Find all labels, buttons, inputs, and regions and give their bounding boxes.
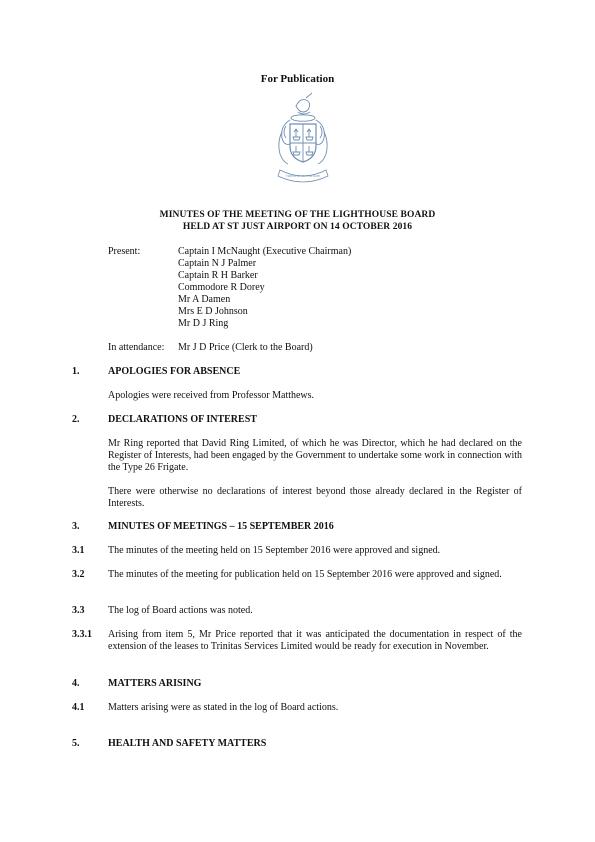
present-label: Present: (108, 246, 141, 257)
item-text: The log of Board actions was noted. (108, 605, 253, 616)
section-number: 1. (72, 366, 80, 377)
attendance-label: In attendance: (108, 342, 165, 353)
item-number: 3.3.1 (72, 629, 92, 640)
section-number: 4. (72, 678, 80, 689)
present-member: Captain R H Barker (178, 270, 258, 281)
item-number: 3.2 (72, 569, 85, 580)
present-member: Captain I McNaught (Executive Chairman) (178, 246, 352, 257)
present-member: Captain N J Palmer (178, 258, 257, 269)
present-member: Commodore R Dorey (178, 282, 265, 293)
minutes-title-line-1: MINUTES OF THE MEETING OF THE LIGHTHOUSE BOARD (159, 210, 436, 220)
section-paragraph: Mr Ring reported that David Ring Limited, of which he was Director, which he had declared on the Register of Interests, had been engaged by the Government to undertake some work in connection with the Type 26 Frigate. (108, 438, 522, 473)
section-number: 2. (72, 414, 80, 425)
attendance-value: Mr J D Price (Clerk to the Board) (178, 342, 313, 353)
minutes-title-line-2: HELD AT ST JUST AIRPORT ON 14 OCTOBER 2016 (182, 222, 413, 232)
section-number: 5. (72, 738, 80, 749)
item-number: 3.1 (72, 545, 85, 556)
svg-text:TRINITAS IN UNITATE: TRINITAS IN UNITATE (285, 174, 321, 178)
item-text: Matters arising were as stated in the log of Board actions. (108, 702, 339, 713)
item-number: 4.1 (72, 702, 85, 713)
section-heading: APOLOGIES FOR ABSENCE (108, 366, 241, 377)
item-text: Arising from item 5, Mr Price reported that it was anticipated the documentation in respect of the extension of the leases to Trinitas Services Limited would be ready for execution in November. (108, 629, 522, 652)
section-heading: MATTERS ARISING (108, 678, 202, 689)
present-member: Mrs E D Johnson (178, 306, 248, 317)
item-text: The minutes of the meeting for publication held on 15 September 2016 were approved and signed. (108, 569, 502, 580)
present-member: Mr D J Ring (178, 318, 229, 329)
section-heading: MINUTES OF MEETINGS – 15 SEPTEMBER 2016 (108, 521, 334, 532)
publication-header: For Publication (260, 73, 335, 85)
section-text: Apologies were received from Professor Matthews. (108, 390, 315, 401)
section-paragraph: There were otherwise no declarations of interest beyond those already declared in the Register of Interests. (108, 486, 522, 509)
section-heading: DECLARATIONS OF INTEREST (108, 414, 257, 425)
trinity-house-crest-icon (272, 92, 334, 188)
item-text: The minutes of the meeting held on 15 September 2016 were approved and signed. (108, 545, 441, 556)
present-member: Mr A Damen (178, 294, 231, 305)
item-number: 3.3 (72, 605, 85, 616)
section-heading: HEALTH AND SAFETY MATTERS (108, 738, 267, 749)
section-number: 3. (72, 521, 80, 532)
